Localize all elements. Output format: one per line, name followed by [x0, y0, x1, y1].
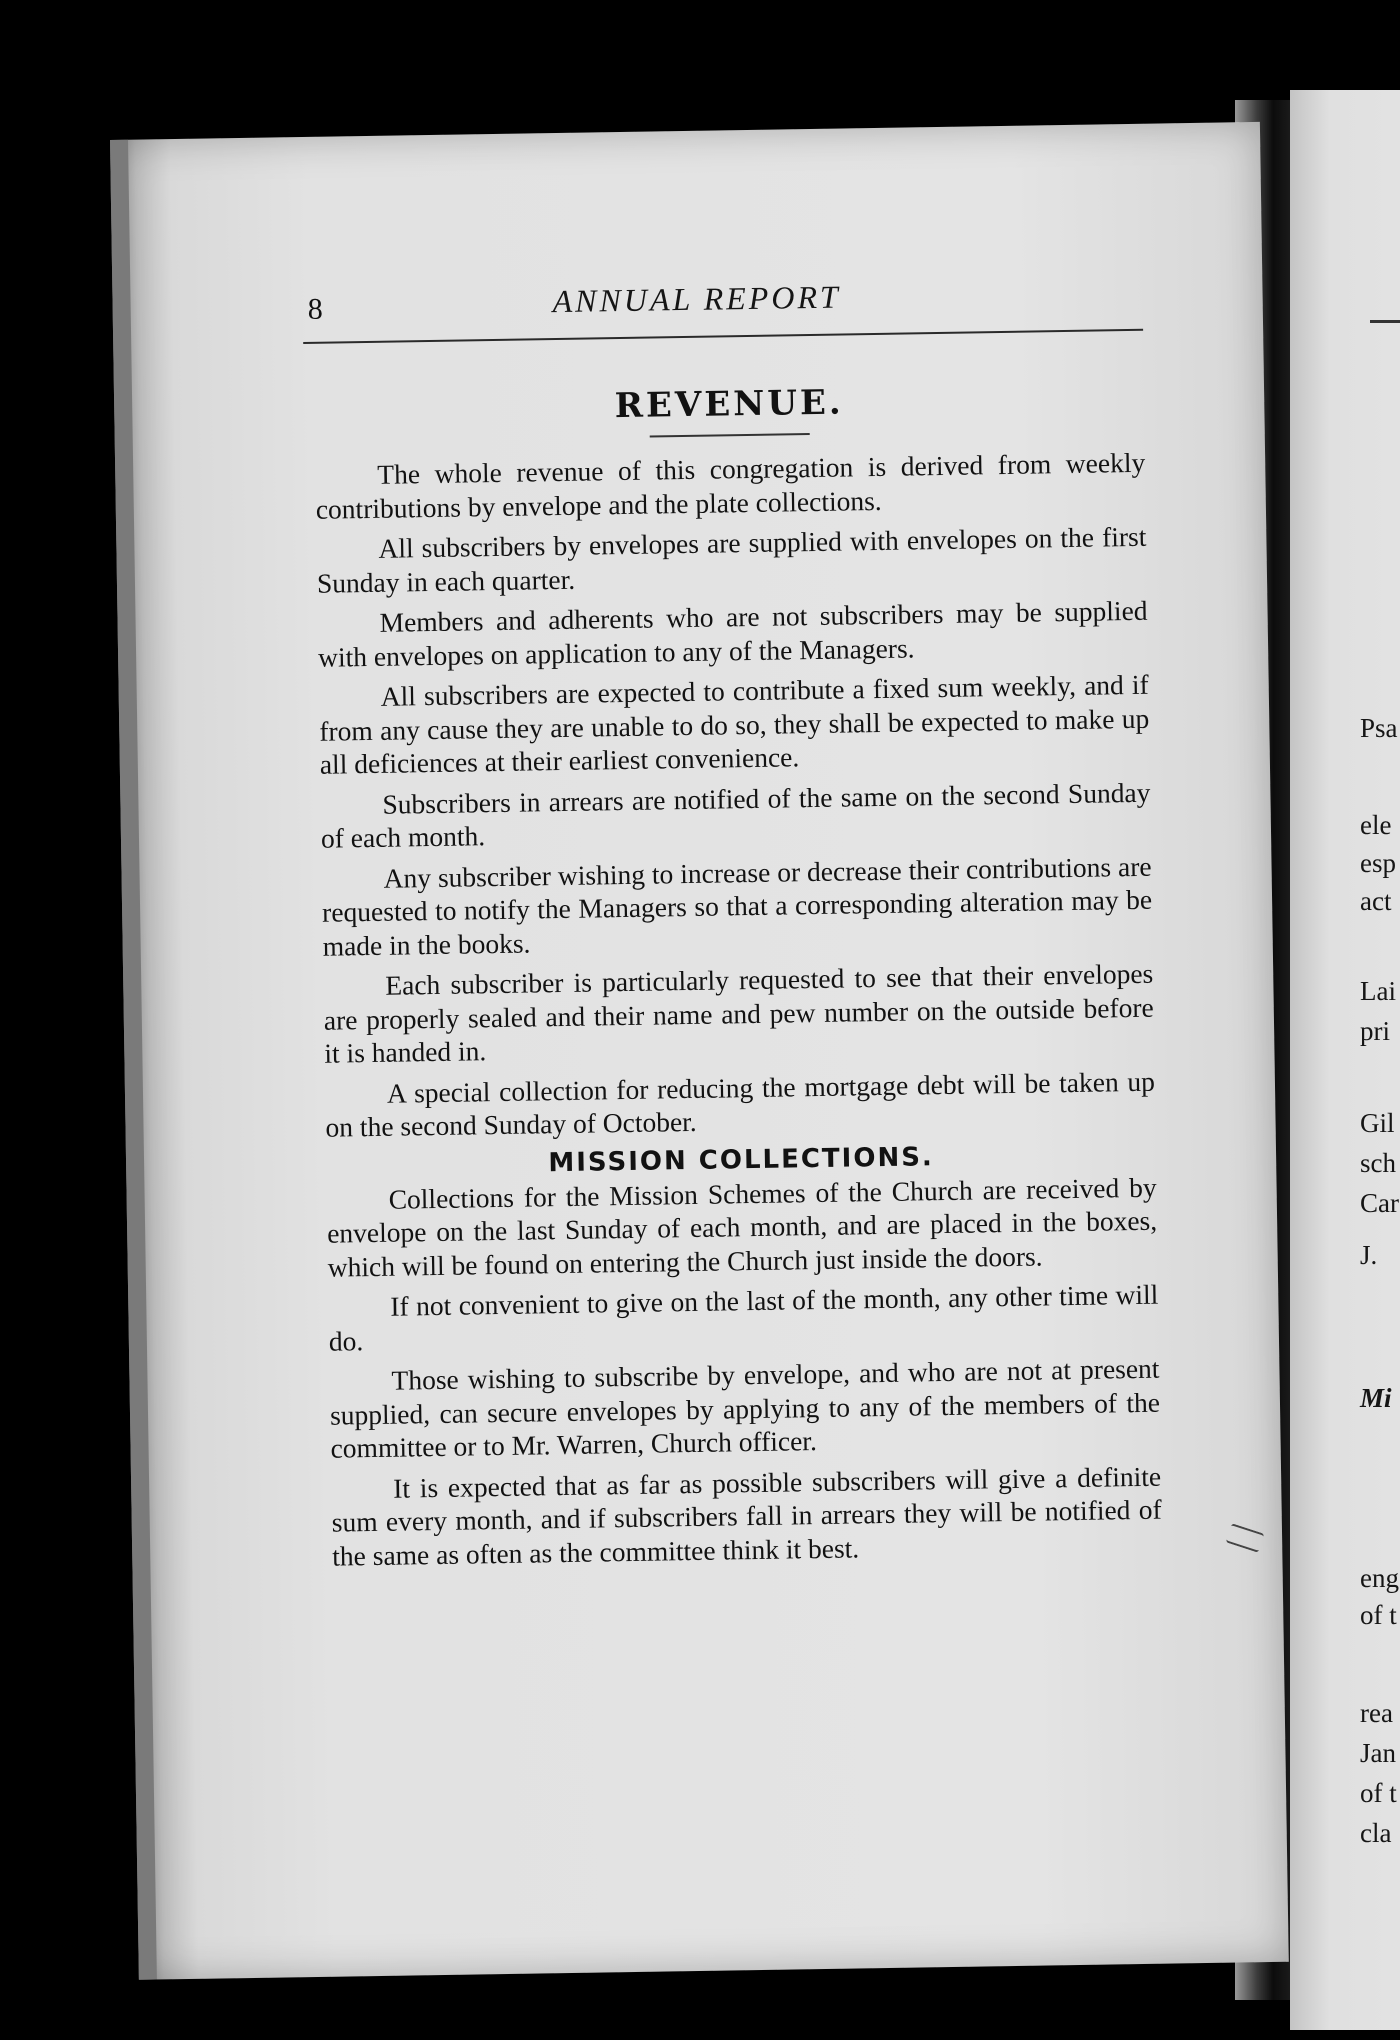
- adjacent-fragment: pri: [1360, 1016, 1390, 1046]
- adjacent-fragment: rea: [1360, 1698, 1393, 1728]
- mission-paragraph: It is expected that as far as possible subscribers will give a definite sum every month, and if subscribers fall in arrears they will be notified of the same as often as the committee think it best.: [331, 1460, 1162, 1572]
- adjacent-fragment: Psa: [1360, 713, 1398, 743]
- adjacent-fragment: eng: [1360, 1563, 1399, 1593]
- adjacent-page: [1290, 90, 1400, 2030]
- adjacent-fragment: Mi: [1360, 1383, 1392, 1413]
- adjacent-fragment: esp: [1360, 848, 1396, 878]
- heading-rule: [650, 433, 810, 438]
- running-title: ANNUAL REPORT: [552, 278, 842, 320]
- revenue-paragraph: Subscribers in arrears are notified of the same on the second Sunday of each month.: [320, 776, 1151, 854]
- mission-paragraph: Those wishing to subscribe by envelope, and who are not at present supplied, can secure envelopes by applying to any of the members of the committee or to Mr. Warren, Church officer.: [329, 1352, 1161, 1464]
- page-body: [314, 374, 1163, 1580]
- adjacent-fragment: of t: [1360, 1778, 1397, 1808]
- revenue-paragraph: A special collection for reducing the mortgage debt will be taken up on the second Sunday of October.: [325, 1065, 1156, 1143]
- page-header: [307, 274, 1138, 337]
- mission-paragraph: If not convenient to give on the last of the month, any other time will do.: [328, 1278, 1159, 1357]
- adjacent-fragment: cla: [1360, 1818, 1392, 1848]
- revenue-heading: REVENUE.: [614, 382, 844, 427]
- mission-collections-heading: MISSION COLLECTIONS.: [548, 1141, 935, 1178]
- revenue-paragraph: Each subscriber is particularly requested to see that their envelopes are properly sealed and their name and pew number on the outside before it is handed in.: [323, 957, 1154, 1069]
- revenue-paragraph: Members and adherents who are not subscribers may be supplied with envelopes on application to any of the Managers.: [317, 594, 1148, 673]
- adjacent-fragment: Lai: [1360, 976, 1396, 1006]
- adjacent-fragment: ele: [1360, 810, 1392, 840]
- adjacent-fragment: Car: [1360, 1188, 1399, 1218]
- revenue-paragraph: All subscribers by envelopes are supplied with envelopes on the first Sunday in each quarter.: [316, 520, 1147, 599]
- adjacent-fragment: sch: [1360, 1148, 1396, 1178]
- report-page: [110, 122, 1289, 1980]
- adjacent-page-rule: [1370, 320, 1400, 323]
- adjacent-fragment: J.: [1360, 1240, 1378, 1270]
- adjacent-fragment: act: [1360, 886, 1392, 916]
- page-number: 8: [307, 292, 323, 326]
- page-edge: [110, 140, 157, 1980]
- revenue-paragraph: All subscribers are expected to contribute a fixed sum weekly, and if from any cause they are unable to do so, they shall be expected to make up all deficiences at their earliest convenience.: [319, 668, 1150, 780]
- adjacent-fragment: Gil: [1360, 1108, 1395, 1138]
- revenue-paragraph: Any subscriber wishing to increase or decrease their contributions are requested to notify the Managers so that a corresponding alteration may be made in the books.: [321, 850, 1153, 962]
- mission-paragraph: Collections for the Mission Schemes of the Church are received by envelope on the last Sunday of each month, and are placed in the boxes, which will be found on entering the Church just inside the doors.: [326, 1171, 1158, 1283]
- adjacent-fragment: of t: [1360, 1600, 1397, 1630]
- revenue-paragraph: The whole revenue of this congregation is derived from weekly contributions by envelope and the plate collections.: [315, 446, 1146, 525]
- adjacent-fragment: Jan: [1360, 1738, 1396, 1768]
